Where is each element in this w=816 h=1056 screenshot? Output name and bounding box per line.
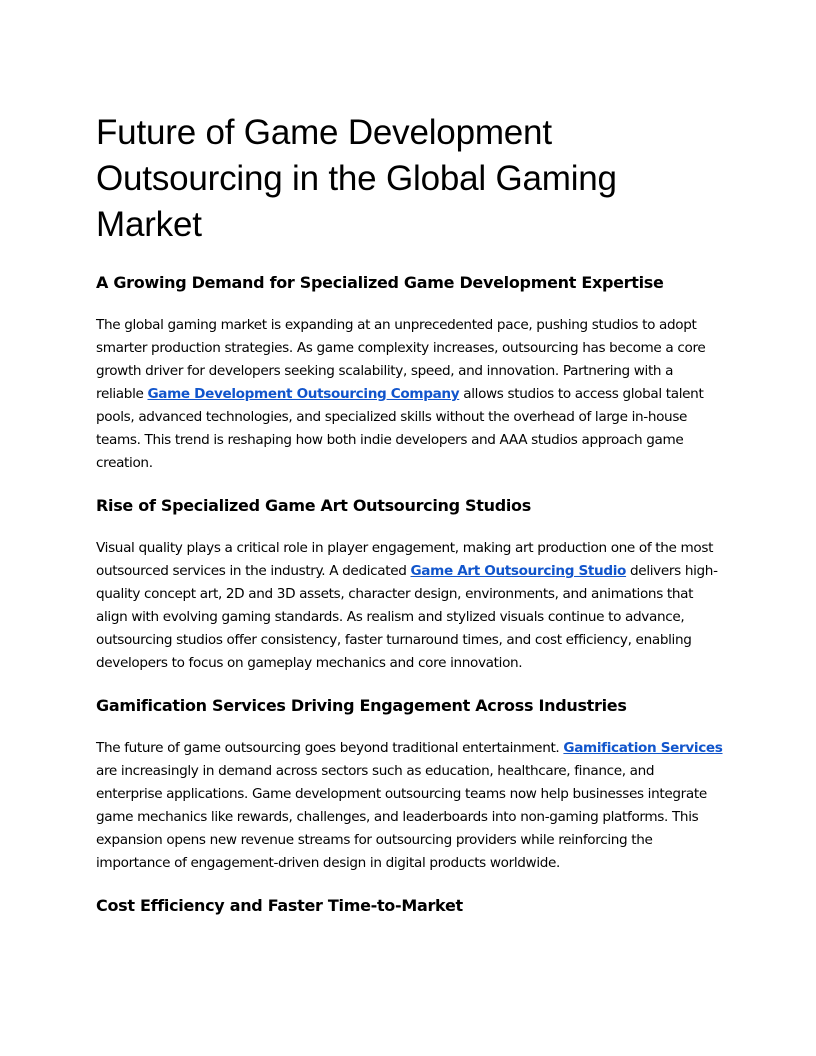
paragraph-text: The global gaming market is expanding at an unprecedented pace, pushing studios to adopt smarter production strategies. As game complexity increases, outsourcing has become a core growth driver for developers seeking scalability, speed, and innovation. Partnering with a reliable [96, 317, 706, 402]
section-heading-cost-efficiency: Cost Efficiency and Faster Time-to-Market [96, 896, 463, 915]
gamification-services-link[interactable]: Gamification Services [563, 740, 723, 756]
section-heading-growing-demand: A Growing Demand for Specialized Game Development Expertise [96, 273, 664, 292]
section-paragraph-gamification [96, 737, 724, 875]
game-art-outsourcing-studio-link[interactable]: Game Art Outsourcing Studio [410, 563, 627, 579]
paragraph-text: allows studios to access global talent pools, advanced technologies, and specialized skills without the overhead of large in-house teams. This trend is reshaping how both indie developers and AAA studios approach game creation. [96, 386, 704, 471]
section-heading-game-art-studios: Rise of Specialized Game Art Outsourcing Studios [96, 496, 531, 515]
section-paragraph-growing-demand [96, 314, 724, 475]
document-page [96, 110, 724, 937]
paragraph-text: delivers high-quality concept art, 2D and 3D assets, character design, environments, and animations that align with evolving gaming standards. As realism and stylized visuals continue to advance, outsourcing studios offer consistency, faster turnaround times, and cost efficiency, enabling developers to focus on gameplay mechanics and core innovation. [96, 563, 718, 671]
document-title: Future of Game Development Outsourcing in the Global Gaming Market [96, 113, 617, 244]
paragraph-text: are increasingly in demand across sectors such as education, healthcare, finance, and enterprise applications. Game development outsourcing teams now help businesses integrate game mechanics like rewards, challenges, and leaderboards into non-gaming platforms. This expansion opens new revenue streams for outsourcing providers while reinforcing the importance of engagement-driven design in digital products worldwide. [96, 763, 707, 871]
game-development-outsourcing-company-link[interactable]: Game Development Outsourcing Company [147, 386, 460, 402]
section-heading-gamification: Gamification Services Driving Engagement Across Industries [96, 696, 627, 715]
paragraph-text: Visual quality plays a critical role in player engagement, making art production one of the most outsourced services in the industry. A dedicated [96, 540, 714, 579]
paragraph-text: The future of game outsourcing goes beyond traditional entertainment. [96, 740, 564, 756]
section-paragraph-game-art-studios [96, 537, 724, 675]
